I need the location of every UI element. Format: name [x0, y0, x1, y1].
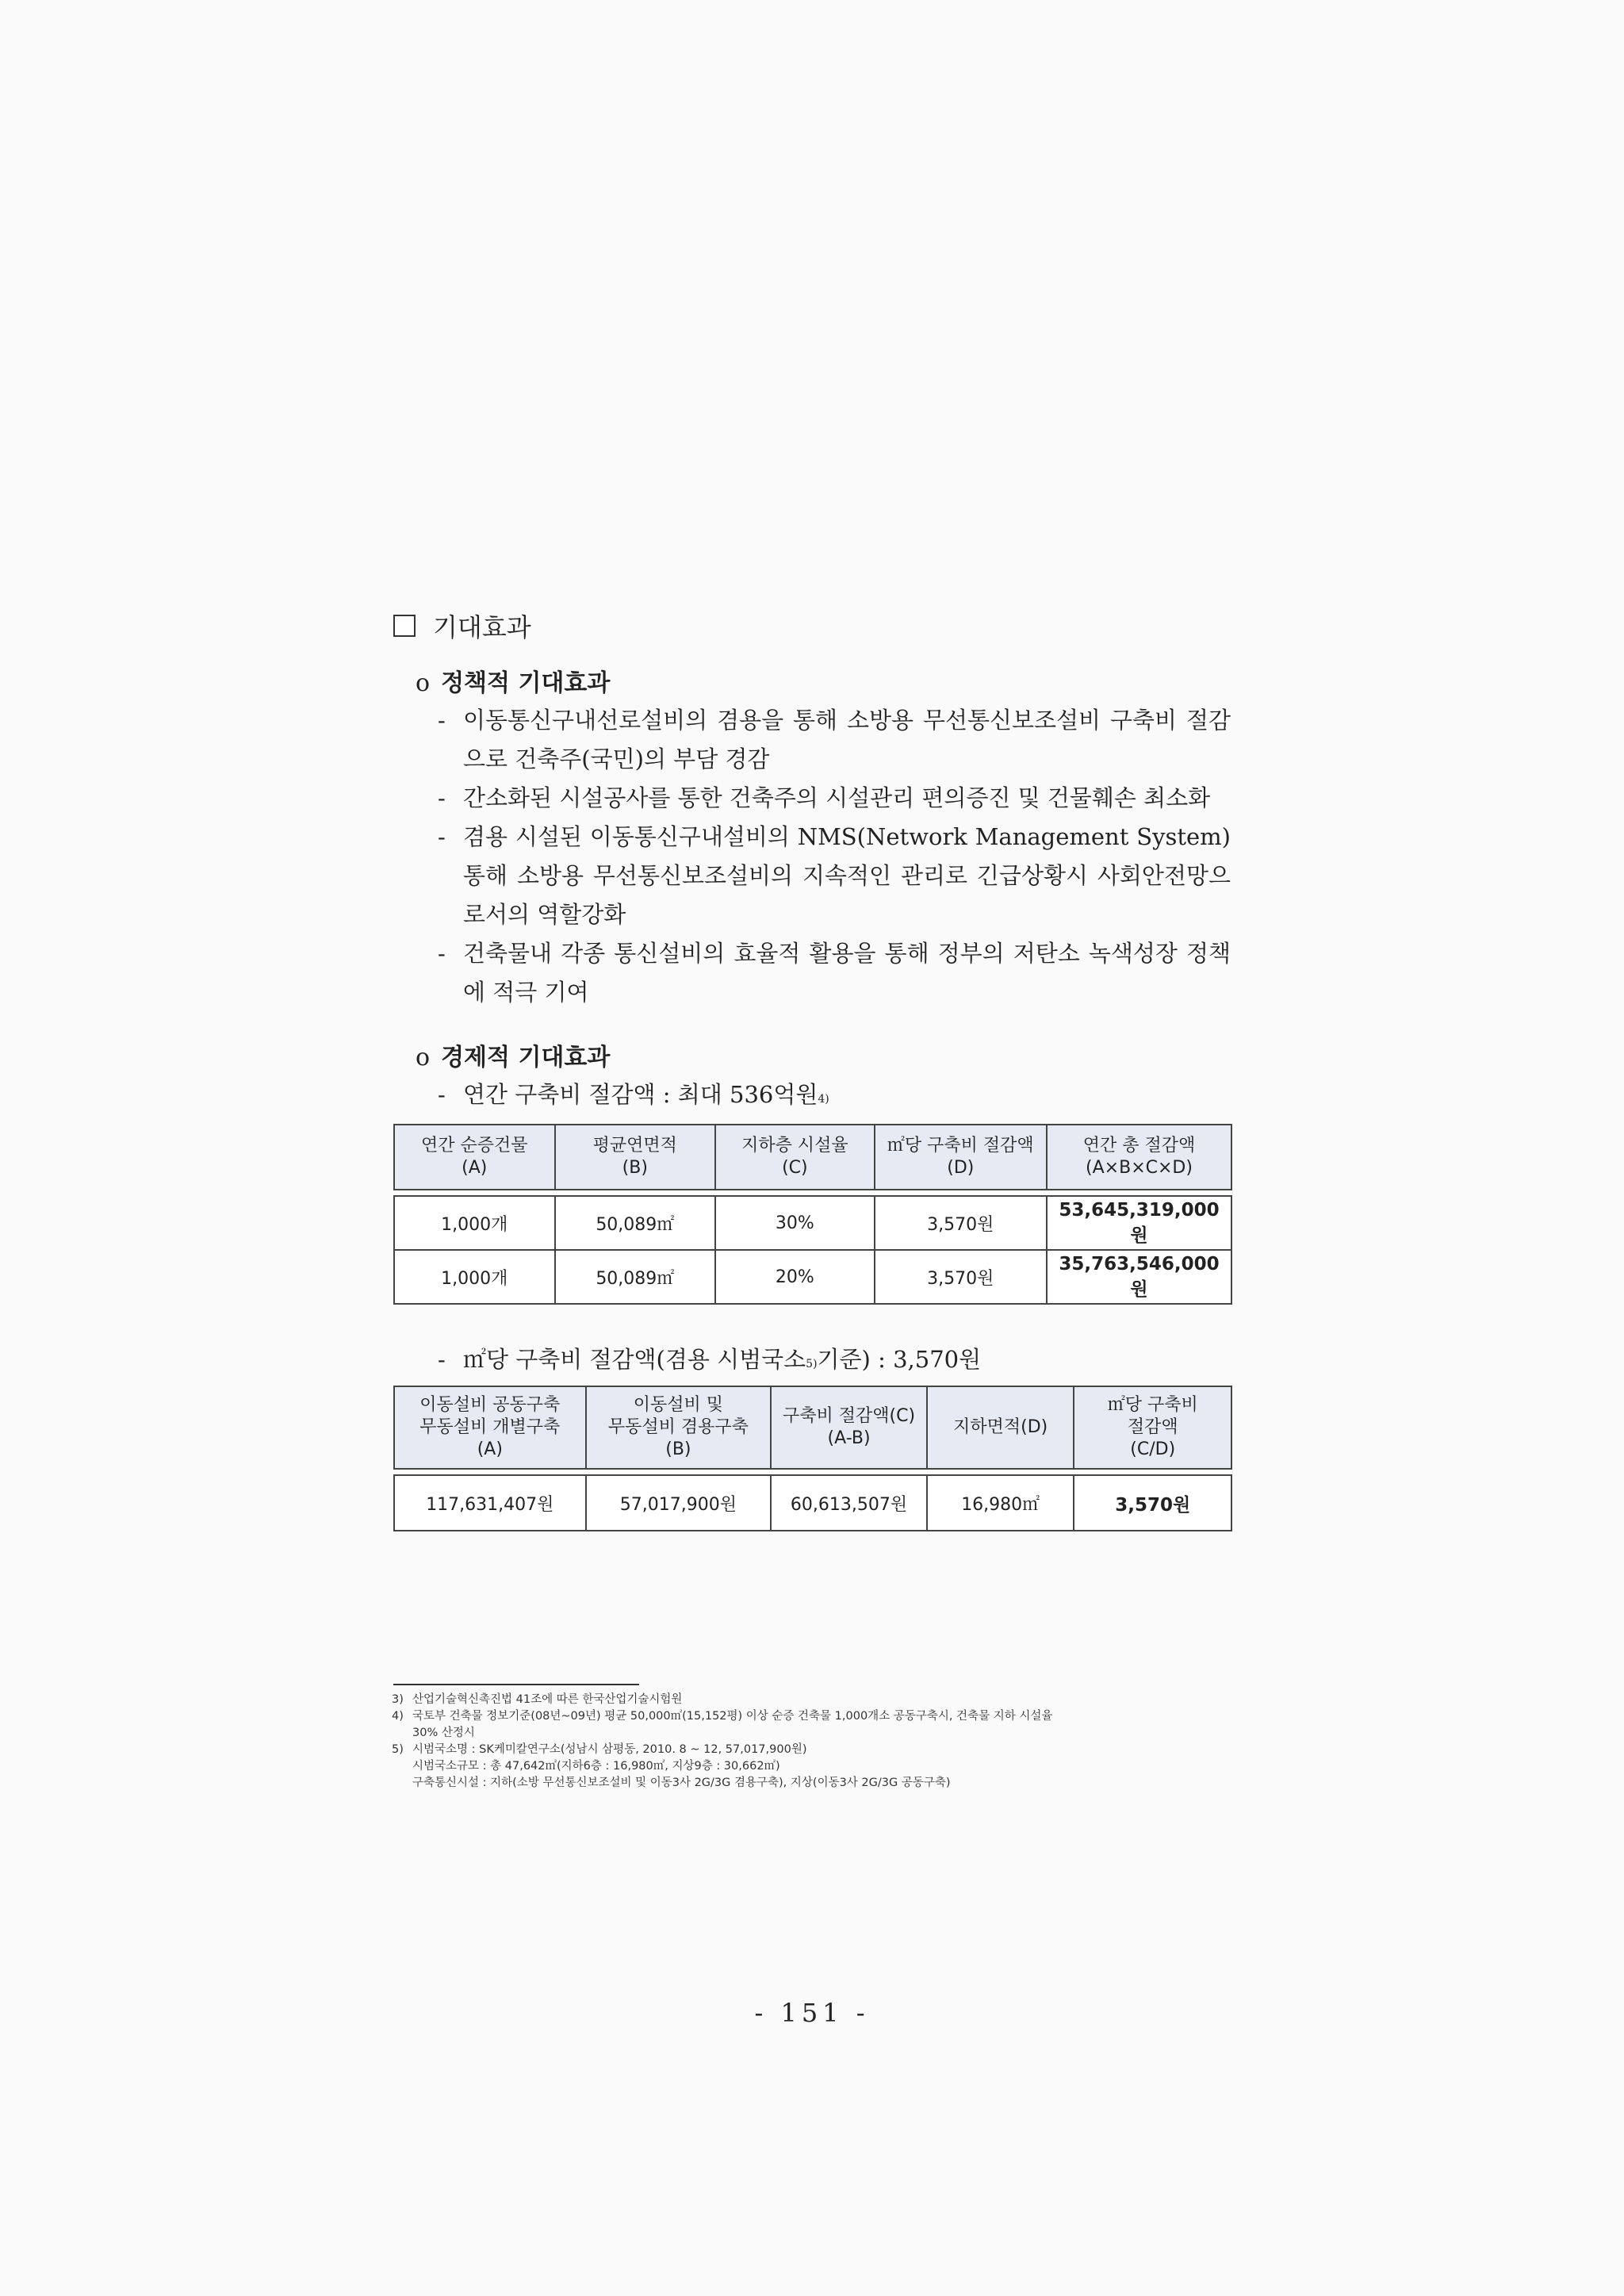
table-header: ㎡당 구축비 절감액 (D): [875, 1125, 1047, 1190]
table-header: 지하층 시설율 (C): [715, 1125, 874, 1190]
table-cell: 3,570원: [875, 1250, 1047, 1304]
annual-savings-table: [393, 1124, 1232, 1305]
list-item: - 건축물내 각종 통신설비의 효율적 활용을 통해 정부의 저탄소 녹색성장 정책에 적극 기여: [438, 940, 1231, 1006]
table-header: 연간 총 절감액 (A×B×C×D): [1047, 1125, 1231, 1190]
table-cell: 1,000개: [394, 1196, 555, 1250]
table-cell: 50,089㎡: [555, 1250, 716, 1304]
list-item: - 이동통신구내선로설비의 겸용을 통해 소방용 무선통신보조설비 구축비 절감으로 건축주(국민)의 부담 경감: [438, 707, 1231, 772]
checkbox-icon: [393, 615, 416, 637]
page-number: - 151 -: [754, 1998, 870, 2028]
footnotes: [392, 1692, 1240, 1792]
table-cell: 16,980㎡: [927, 1475, 1074, 1531]
table-cell: 117,631,407원: [394, 1475, 586, 1531]
table-cell: 60,613,507원: [771, 1475, 927, 1531]
table-cell: 3,570원: [875, 1196, 1047, 1250]
table-cell: 3,570원: [1074, 1475, 1231, 1531]
policy-heading: [416, 663, 610, 698]
table-cell: 57,017,900원: [586, 1475, 772, 1531]
per-sqm-savings-line: - ㎡당 구축비 절감액(겸용 시범국소 $_{5)}$ 기준) : 3,570원: [438, 1346, 982, 1373]
economic-title: 경제적 기대효과: [441, 1044, 611, 1071]
table-cell: 20%: [715, 1250, 874, 1304]
table-cell: 30%: [715, 1196, 874, 1250]
footnote-divider: [393, 1684, 639, 1685]
footnote: 4) 국토부 건축물 정보기준(08년~09년) 평균 50,000㎡(15,152평) 이상 순증 건축물 1,000개소 공동구축시, 건축물 지하 시설율 30% 산정시: [392, 1710, 1053, 1739]
table-row: [394, 1250, 1231, 1304]
table-header: 이동설비 공동구축 무동설비 개별구축 (A): [394, 1386, 586, 1469]
table-header: 이동설비 및 무동설비 겸용구축 (B): [586, 1386, 772, 1469]
table-header: ㎡당 구축비 절감액 (C/D): [1074, 1386, 1231, 1469]
footnote: 5) 시범국소명 : SK케미칼연구소(성남시 삼평동, 2010. 8 ~ 12, 57,017,900원) 시범국소규모 : 총 47,642㎡(지하6층 : 16,980㎡, 지상9층 : 30,662㎡) 구축통신시설 : 지하(소방 무선통신보조설비 및 이동3사 2G/3G 겸용구축), 지상(이동3사 2G/3G 공동구축): [392, 1743, 951, 1789]
per-sqm-savings-table: [393, 1386, 1232, 1531]
table-header: 지하면적(D): [927, 1386, 1074, 1469]
table-header: 구축비 절감액(C) (A-B): [771, 1386, 927, 1469]
annual-savings-line: - 연간 구축비 절감액 : 최대 536억원 $_{4)}$: [438, 1081, 829, 1108]
footnote-ref: 4): [818, 1093, 829, 1106]
table-header: 평균연면적 (B): [555, 1125, 716, 1190]
table-cell: 53,645,319,000원: [1047, 1196, 1231, 1250]
table-header-row: [394, 1125, 1231, 1190]
list-item: - 겸용 시설된 이동통신구내설비의 NMS(Network Management System) 통해 소방용 무선통신보조설비의 지속적인 관리로 긴급상황시 사회안전망으로서의 역할강화: [438, 823, 1231, 928]
footnote-ref: 5): [806, 1358, 818, 1370]
table-row: [394, 1196, 1231, 1250]
table-cell: 1,000개: [394, 1250, 555, 1304]
section-title: 기대효과: [433, 612, 531, 642]
list-item: - 간소화된 시설공사를 통한 건축주의 시설관리 편의증진 및 건물훼손 최소화: [438, 784, 1211, 811]
table-cell: 35,763,546,000원: [1047, 1250, 1231, 1304]
table-row: [394, 1475, 1231, 1531]
footnote: 3) 산업기술혁신촉진법 41조에 따른 한국산업기술시험원: [392, 1693, 683, 1706]
table-header: 연간 순증건물 (A): [394, 1125, 555, 1190]
table-cell: 50,089㎡: [555, 1196, 716, 1250]
section-heading: [393, 608, 531, 644]
table-header-row: [394, 1386, 1231, 1469]
bullet-o: o: [416, 669, 431, 697]
policy-title: 정책적 기대효과: [441, 669, 611, 697]
economic-heading: o 경제적 기대효과: [416, 1044, 611, 1071]
policy-list: [438, 701, 1231, 1012]
